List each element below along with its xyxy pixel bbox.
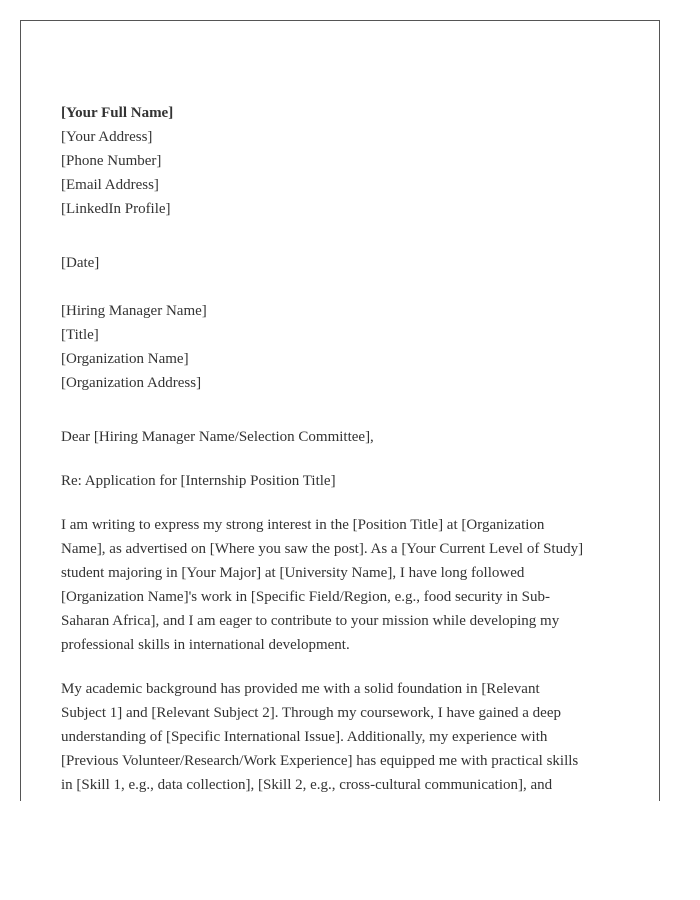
sender-block — [61, 101, 626, 221]
sender-phone: [Phone Number] — [61, 153, 162, 169]
recipient-name: [Hiring Manager Name] — [61, 303, 207, 319]
paragraph-line: professional skills in international development. — [61, 637, 350, 653]
paragraph-line: in [Skill 1, e.g., data collection], [Skill 2, e.g., cross-cultural communication], and — [61, 777, 553, 793]
paragraph-line: Subject 1] and [Relevant Subject 2]. Through my coursework, I have gained a deep — [61, 705, 561, 721]
subject-line — [61, 469, 626, 493]
body-paragraph-2 — [61, 677, 626, 797]
sender-linkedin: [LinkedIn Profile] — [61, 201, 171, 217]
recipient-title: [Title] — [61, 327, 99, 343]
subject-text: Re: Application for [Internship Position Title] — [61, 473, 336, 489]
paragraph-line: understanding of [Specific International Issue]. Additionally, my experience with — [61, 729, 548, 745]
letter-content — [61, 101, 626, 801]
sender-email: [Email Address] — [61, 177, 159, 193]
letter-date: [Date] — [61, 255, 100, 271]
sender-name: [Your Full Name] — [61, 105, 174, 121]
salutation — [61, 425, 626, 449]
paragraph-line: Saharan Africa], and I am eager to contribute to your mission while developing my — [61, 613, 560, 629]
recipient-address: [Organization Address] — [61, 375, 202, 391]
sender-address: [Your Address] — [61, 129, 153, 145]
salutation-text: Dear [Hiring Manager Name/Selection Committee], — [61, 429, 374, 445]
paragraph-line: My academic background has provided me with a solid foundation in [Relevant — [61, 681, 540, 697]
recipient-organization: [Organization Name] — [61, 351, 189, 367]
paragraph-line: [Previous Volunteer/Research/Work Experience] has equipped me with practical skills — [61, 753, 579, 769]
paragraph-line: [Organization Name]'s work in [Specific Field/Region, e.g., food security in Sub- — [61, 589, 550, 605]
date-block — [61, 251, 626, 275]
paragraph-line: I am writing to express my strong interest in the [Position Title] at [Organization — [61, 517, 545, 533]
paragraph-line: student majoring in [Your Major] at [University Name], I have long followed — [61, 565, 525, 581]
body-paragraph-1 — [61, 513, 626, 657]
letter-page — [20, 20, 660, 801]
recipient-block — [61, 299, 626, 395]
paragraph-line: Name], as advertised on [Where you saw the post]. As a [Your Current Level of Study] — [61, 541, 584, 557]
